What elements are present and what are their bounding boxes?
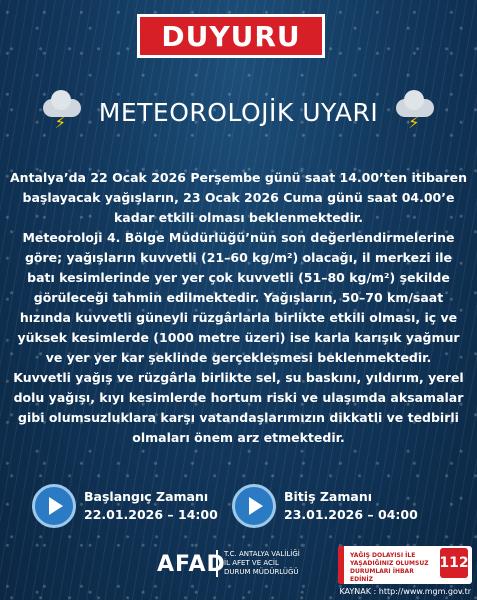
afad-subtitle-line-1: T.C. ANTALYA VALİLİĞİ bbox=[224, 550, 300, 558]
warning-paragraph-2: Meteoroloji 4. Bölge Müdürlüğü’nün son değerlendirmelerine göre; yağışların kuvvetli (21–60 kg/m²) olacağı, il merkezi ile batı kesimlerinde yer yer çok kuvvetli (51–80 kg/m²) şekilde görüleceği tahmin edilmektedir. Yağışların, 50–70 km/saat hızında kuvvetli güneyli rüzgârlarla birlikte etkili olması, iç ve yüksek kesimlerde (1000 metre üzeri) ise karla karışık yağmur ve yer yer kar şeklinde gerçekleşmesi beklenmektedir. bbox=[17, 230, 460, 365]
time-section bbox=[0, 484, 477, 534]
afad-subtitle-line-2: İL AFET VE ACİL bbox=[224, 559, 279, 567]
storm-cloud-icon: ⚡ bbox=[39, 93, 85, 131]
start-time-value: 22.01.2026 – 14:00 bbox=[84, 507, 218, 522]
end-time-label: Bitiş Zamanı bbox=[284, 489, 373, 504]
afad-subtitle-line-3: DURUM MÜDÜRLÜĞÜ bbox=[224, 568, 299, 576]
title-row bbox=[0, 92, 477, 132]
page-title: METEOROLOJİK UYARI bbox=[98, 97, 379, 127]
start-time-label: Başlangıç Zamanı bbox=[84, 489, 209, 504]
duyuru-banner bbox=[137, 14, 325, 58]
warning-paragraph-3: Kuvvetli yağış ve rüzgârla birlikte sel, su baskını, yıldırım, yerel dolu yağışı, kıyı kesimlerde hortum riski ve ulaşımda aksamalar gibi olumsuzluklara karşı vatandaşlarımızın dikkatli ve tedbirli olmaları önem arz etmektedir. bbox=[13, 370, 464, 445]
end-time-value: 23.01.2026 – 04:00 bbox=[284, 507, 418, 522]
warning-paragraph-1: Antalya’da 22 Ocak 2026 Perşembe günü saat 14.00’ten itibaren başlayacak yağışların, 23 Ocak 2026 Cuma günü saat 04.00’e kadar etkili olması beklenmektedir. bbox=[10, 170, 467, 225]
afad-subtitle bbox=[216, 550, 300, 577]
source-caption: KAYNAK : http://www.mgm.gov.tr bbox=[339, 587, 471, 596]
badge-number: 112 bbox=[440, 548, 468, 578]
end-time-block bbox=[232, 484, 418, 528]
emergency-112-badge bbox=[338, 546, 472, 584]
storm-cloud-icon: ⚡ bbox=[392, 93, 438, 131]
banner-label: DUYURU bbox=[161, 19, 301, 53]
badge-text: YAĞIŞ DOLAYISI İLE YAŞADIĞINIZ OLUMSUZ DURUMLARI İHBAR EDİNİZ bbox=[350, 552, 429, 583]
warning-body bbox=[10, 168, 467, 448]
play-icon bbox=[32, 484, 76, 528]
afad-logo: AFAD bbox=[157, 552, 226, 577]
play-icon bbox=[232, 484, 276, 528]
start-time-block bbox=[32, 484, 218, 528]
footer-logos bbox=[0, 538, 477, 588]
